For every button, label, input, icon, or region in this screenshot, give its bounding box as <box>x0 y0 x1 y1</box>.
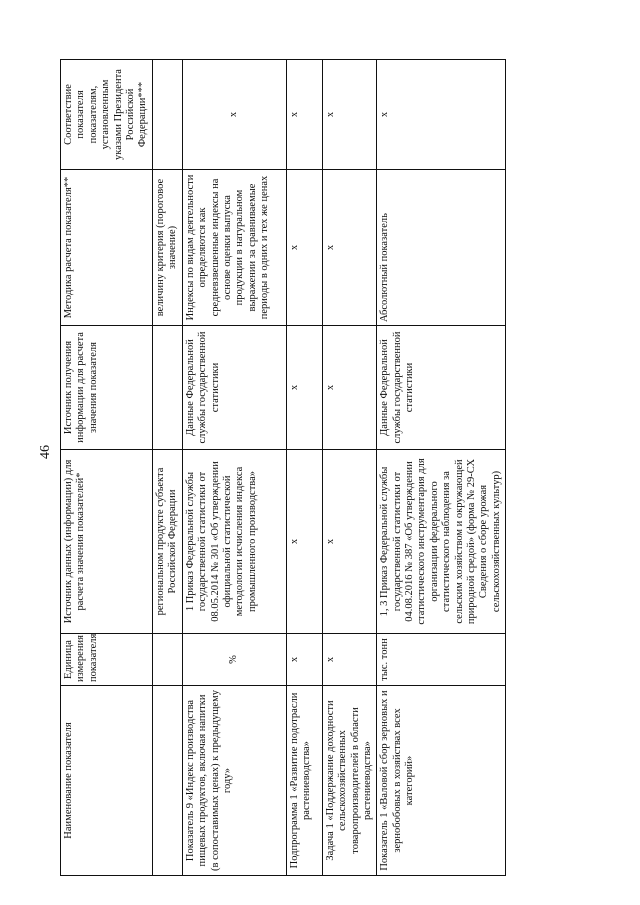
header-name: Наименование показателя <box>61 686 153 876</box>
cell-match: x <box>377 60 506 170</box>
cell-unit <box>153 634 183 686</box>
cell-name: Показатель 1 «Валовой сбор зерновых и зернобобовых в хозяйствах всех категорий» <box>377 686 506 876</box>
cell-obtain <box>153 326 183 450</box>
cell-source: 1, 3 Приказ Федеральной службы государственной статистики от 04.08.2016 № 387 «Об утверждении статистического инструментария для организации федерального статистического наблюдения за сельским хозяйством и окружающей природной средой» (форма № 29-СХ Сведения о сборе урожая сельскохозяйственных культур) <box>377 450 506 634</box>
cell-name <box>153 686 183 876</box>
cell-unit: тыс. тонн <box>377 634 506 686</box>
cell-unit: x <box>286 634 322 686</box>
cell-method: Индексы по видам деятельности определяются как средневзвешенные индексы на основе оценки выпуска продукции в натуральном выражении за сравниваемые периоды в одних и тех же ценах <box>182 170 286 326</box>
table-row <box>377 60 506 876</box>
header-source: Источник данных (информации) для расчета значения показателей* <box>61 450 153 634</box>
indicators-table <box>60 59 506 876</box>
table-row <box>286 60 322 876</box>
cell-match: x <box>182 60 286 170</box>
table-row <box>153 60 183 876</box>
cell-source: x <box>322 450 377 634</box>
cell-obtain: Данные Федеральной службы государственной статистики <box>182 326 286 450</box>
header-obtain: Источник получения информации для расчета значения показателя <box>61 326 153 450</box>
table-rotator <box>60 60 502 876</box>
cell-method: x <box>322 170 377 326</box>
cell-source: 1 Приказ Федеральной службы государственной статистики от 08.05.2014 № 301 «Об утверждении официальной статистической методологии исчисления индекса промышленного производства» <box>182 450 286 634</box>
cell-match: x <box>322 60 377 170</box>
cell-method: x <box>286 170 322 326</box>
cell-name: Задача 1 «Поддержание доходности сельскохозяйственных товаропроизводителей в области растениеводства» <box>322 686 377 876</box>
cell-method: величину критерия (пороговое значение) <box>153 170 183 326</box>
header-row <box>61 60 153 876</box>
header-match: Соответствие показателя показателям, установленным указами Президента Российской Федерации*** <box>61 60 153 170</box>
cell-source: x <box>286 450 322 634</box>
cell-source: региональном продукте субъекта Российской Федерации <box>153 450 183 634</box>
header-method: Методика расчета показателя** <box>61 170 153 326</box>
table-stage <box>60 60 502 876</box>
cell-unit: x <box>322 634 377 686</box>
header-unit: Единица измерения показателя <box>61 634 153 686</box>
table-row <box>322 60 377 876</box>
table-row <box>182 60 286 876</box>
cell-obtain: x <box>286 326 322 450</box>
cell-name: Подпрограмма 1 «Развитие подотрасли растениеводства» <box>286 686 322 876</box>
cell-obtain: Данные Федеральной службы государственной статистики <box>377 326 506 450</box>
cell-unit: % <box>182 634 286 686</box>
cell-match <box>153 60 183 170</box>
page-number: 46 <box>38 445 53 459</box>
cell-method: Абсолютный показатель <box>377 170 506 326</box>
cell-name: Показатель 9 «Индекс производства пищевых продуктов, включая напитки (в сопоставимых ценах) к предыдущему году» <box>182 686 286 876</box>
cell-match: x <box>286 60 322 170</box>
cell-obtain: x <box>322 326 377 450</box>
